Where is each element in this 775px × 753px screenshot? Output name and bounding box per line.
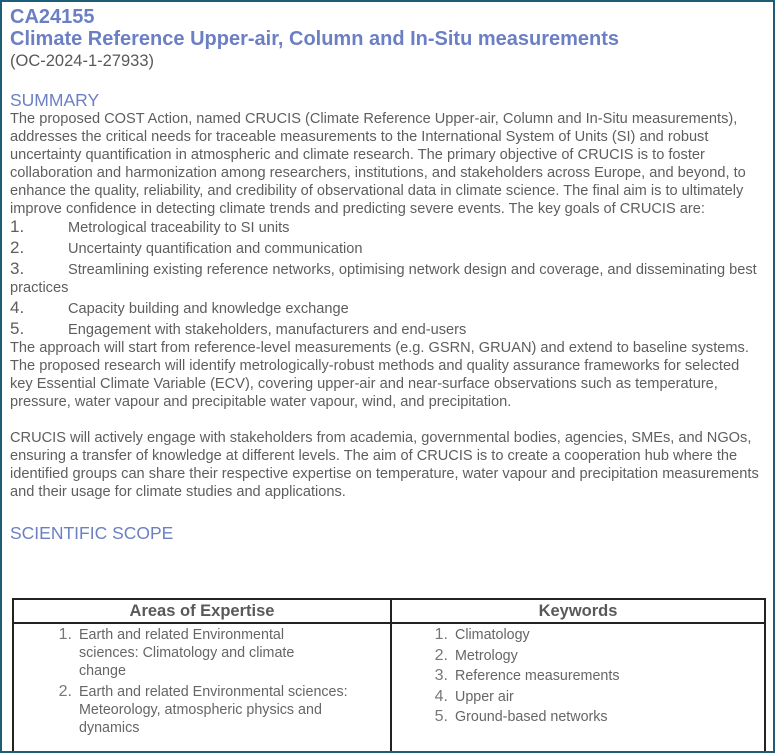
goal-text: Streamlining existing reference networks, optimising network design and coverage, and disseminating best practices: [10, 262, 757, 296]
summary-approach: The approach will start from reference-level measurements (e.g. GSRN, GRUAN) and extend to baseline systems. The proposed research will identify metrologically-robust methods and quality assurance frameworks for selected key Essential Climate Variable (ECV), covering upper-air and near-surface observations such as temperature, pressure, water vapour and precipitable water vapour, wind, and precipitation.: [10, 340, 749, 410]
keyword-item: [428, 708, 764, 726]
area-text: Earth and related Environmental sciences: Climatology and climate change: [79, 627, 295, 679]
areas-of-expertise-header: Areas of Expertise: [14, 600, 392, 624]
goal-text: Capacity building and knowledge exchange: [68, 301, 349, 317]
summary-engagement: CRUCIS will actively engage with stakeholders from academia, governmental bodies, agencies, SMEs, and NGOs, ensuring a transfer of knowledge at different levels. The aim of CRUCIS is to create a cooperation hub where the identified groups can share their respective expertise on temperature, water vapour and precipitation measurements and their usage for climate studies and applications.: [10, 430, 759, 500]
goal-text: Engagement with stakeholders, manufacturers and end-users: [68, 322, 467, 338]
area-text-content: Earth and related Environmental sciences: Meteorology, atmospheric physics and dynamics: [79, 683, 348, 736]
keyword-text: Upper air: [455, 688, 514, 705]
goal-number: 1.: [10, 217, 25, 236]
keywords-header: Keywords: [392, 600, 764, 624]
summary-intro: The proposed COST Action, named CRUCIS (Climate Reference Upper-air, Column and In-Situ measurements), addresses the critical needs for traceable measurements to the International System of Units (SI) and robust uncertainty quantification in atmospheric and climate research. The primary objective of CRUCIS is to foster collaboration and harmonization among researchers, institutions, and stakeholders across Europe, and beyond, to enhance the quality, reliability, and credibility of observational data in climate science. The final aim is to ultimately improve confidence in detecting climate trends and predicting severe events. The key goals of CRUCIS are:: [10, 111, 746, 217]
keyword-item: [428, 647, 764, 665]
keyword-text: Climatology: [455, 627, 530, 643]
goal-text: Uncertainty quantification and communication: [68, 241, 363, 257]
keyword-text: Metrology: [455, 647, 518, 664]
areas-list: [14, 626, 390, 737]
goal-item: [10, 299, 765, 318]
summary-heading: SUMMARY: [10, 90, 100, 110]
document-content: [10, 6, 765, 543]
keyword-number: 4.: [434, 687, 448, 705]
area-text: [72, 683, 379, 737]
goal-item: [10, 218, 765, 237]
goal-item: [10, 239, 765, 258]
action-reference: (OC-2024-1-27933): [10, 52, 154, 70]
goals-list: [10, 218, 765, 339]
goal-number: 5.: [10, 319, 25, 338]
area-number: 2.: [58, 682, 72, 700]
keyword-text: Reference measurements: [455, 668, 620, 684]
keyword-item: [428, 688, 764, 706]
keyword-item: [428, 667, 764, 685]
paragraph-gap: [10, 411, 765, 429]
keyword-number: 3.: [434, 667, 448, 684]
goal-item: [10, 260, 765, 297]
area-item: [52, 626, 390, 680]
keyword-item: [428, 626, 764, 644]
areas-of-expertise-cell: [14, 624, 392, 753]
keyword-number: 5.: [434, 708, 448, 725]
keywords-cell: [392, 624, 764, 753]
action-title: Climate Reference Upper-air, Column and In-Situ measurements: [10, 28, 620, 50]
area-number: 1.: [58, 626, 72, 643]
scientific-scope-heading: SCIENTIFIC SCOPE: [10, 523, 174, 543]
action-code: CA24155: [10, 6, 95, 28]
scientific-scope-table: [12, 598, 766, 753]
goal-item: [10, 320, 765, 339]
keyword-number: 1.: [434, 626, 448, 643]
goal-number: 2.: [10, 238, 25, 257]
goal-number: 4.: [10, 298, 25, 317]
keyword-text: Ground-based networks: [455, 709, 608, 725]
keywords-list: [392, 626, 764, 726]
area-item: [52, 683, 390, 737]
goal-text: Metrological traceability to SI units: [68, 220, 290, 236]
goal-number: 3.: [10, 259, 25, 278]
keyword-number: 2.: [434, 646, 448, 664]
